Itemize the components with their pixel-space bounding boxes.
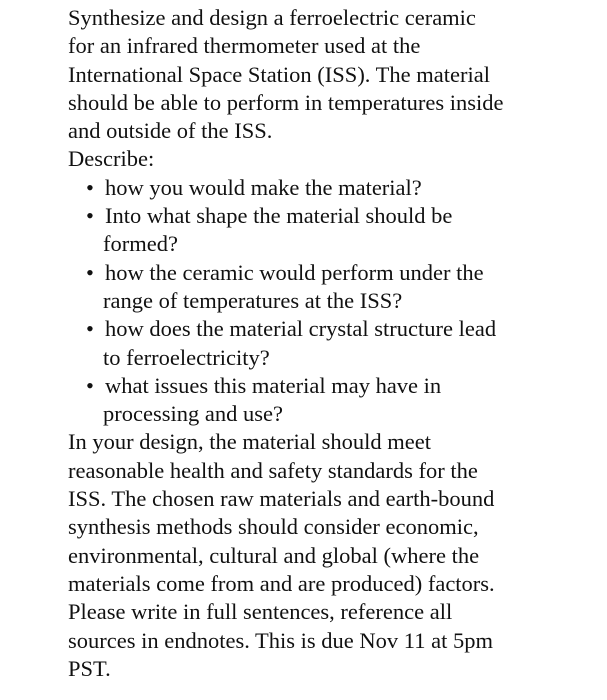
list-item-text: how the ceramic would perform under the: [105, 259, 484, 285]
intro-line: should be able to perform in temperatures inside: [68, 89, 504, 115]
question-list: [68, 174, 598, 429]
design-line: environmental, cultural and global (where the: [68, 542, 480, 568]
bullet-marker: •: [86, 316, 94, 342]
list-item-text: what issues this material may have in: [105, 372, 442, 398]
describe-label: Describe:: [68, 146, 155, 172]
list-item-text: how you would make the material?: [105, 174, 422, 200]
design-line: materials come from and are produced) factors.: [68, 570, 495, 596]
intro-line: Synthesize and design a ferroelectric ceramic: [68, 5, 476, 30]
design-line: ISS. The chosen raw materials and earth-bound: [68, 486, 495, 512]
list-item-text: Into what shape the material should be: [105, 203, 453, 229]
design-line: Please write in full sentences, reference all: [68, 599, 453, 625]
design-paragraph: [68, 428, 598, 683]
design-line: sources in endnotes. This is due Nov 11 at 5pm: [68, 627, 493, 653]
list-item-text: to ferroelectricity?: [103, 344, 270, 370]
list-item-text: formed?: [103, 231, 178, 257]
intro-line: and outside of the ISS.: [68, 118, 273, 144]
list-item-text: how does the material crystal structure lead: [105, 316, 497, 342]
bullet-marker: •: [86, 372, 94, 398]
bullet-marker: •: [86, 174, 94, 200]
list-item: [68, 372, 598, 429]
intro-paragraph: [68, 4, 598, 145]
list-item: [68, 315, 598, 372]
list-item-text: processing and use?: [103, 401, 283, 427]
list-item-text: range of temperatures at the ISS?: [103, 287, 403, 313]
design-line: In your design, the material should meet: [68, 429, 432, 455]
intro-line: for an infrared thermometer used at the: [68, 33, 421, 59]
intro-line: International Space Station (ISS). The material: [68, 61, 490, 87]
list-item: [68, 259, 598, 316]
design-line: PST.: [68, 655, 111, 681]
bullet-marker: •: [86, 203, 94, 229]
list-item: [68, 174, 598, 202]
design-line: synthesis methods should consider economic,: [68, 514, 479, 540]
design-line: reasonable health and safety standards for the: [68, 457, 478, 483]
list-item: [68, 202, 598, 259]
bullet-marker: •: [86, 259, 94, 285]
assignment-document: [68, 4, 598, 683]
